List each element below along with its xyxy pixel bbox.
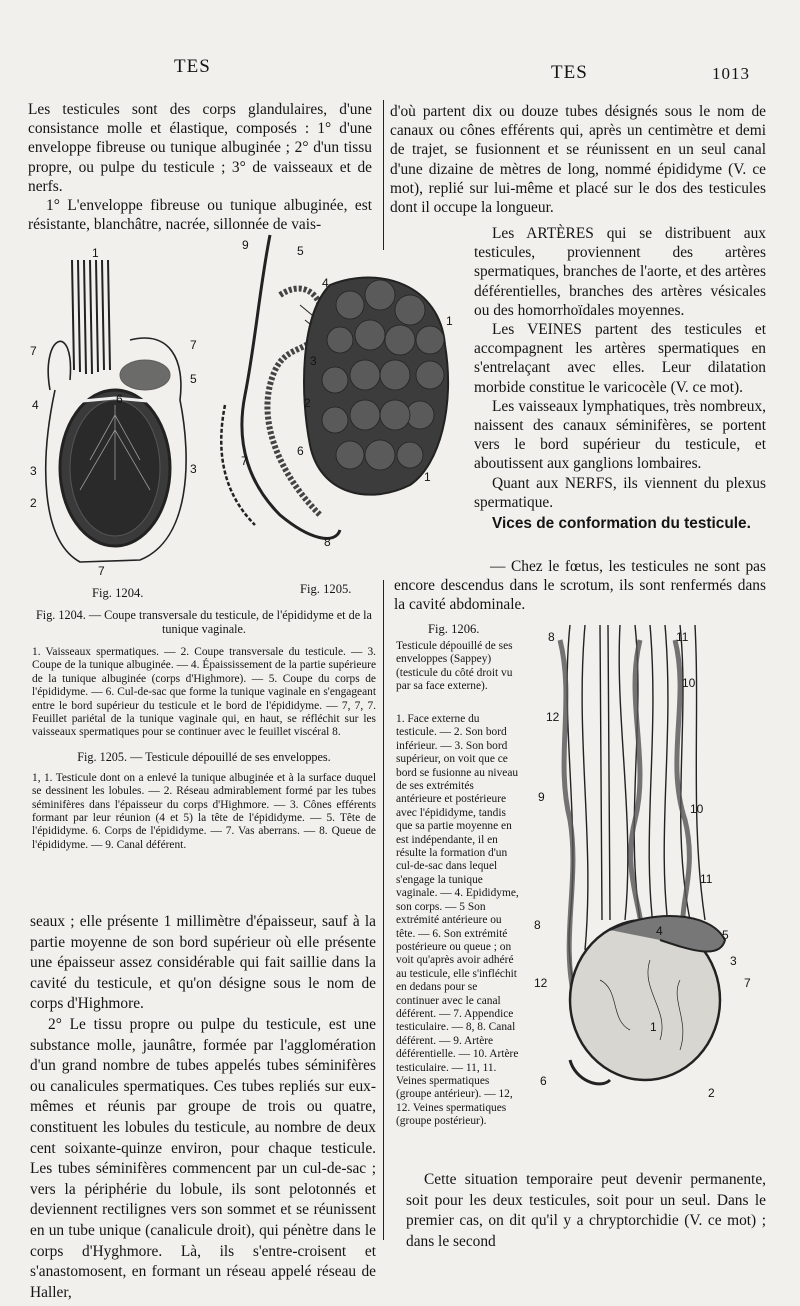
fig-1205-legend: 1, 1. Testicule dont on a enlevé la tunique albuginée et à la surface duquel se dessinent les lobules. — 2. Réseau admirablement formé par les tubes séminifères dans l'épaisseur du corps d'Highmore. — 3. Cônes efférents formant par leur réunion (4 et 5) la tête de l'épididyme. — 5. Tête de l'épididyme. 6. Corps de l'épididyme. — 7. Vas aberrans. — 8. Queue de l'épididyme. — 9. Canal déférent. <box>32 771 376 851</box>
fig-label: 3 <box>730 954 737 968</box>
fig-label: 1 <box>446 314 453 328</box>
fig-label: 11 <box>676 630 689 644</box>
running-head-center: TES <box>551 62 588 83</box>
fig-label: 9 <box>242 238 249 252</box>
fig-label: 11 <box>700 872 713 886</box>
paragraph: 1° L'enveloppe fibreuse ou tunique albuginée, est résistante, blanchâtre, nacrée, sillonnée de vais- <box>28 197 372 234</box>
fig-label: 8 <box>548 630 555 644</box>
paragraph: d'où partent dix ou douze tubes désignés sous le nom de canaux ou cônes efférents qui, après un centimètre et demi de trajet, se fusionnent et se réunissent en un seul canal d'une dizaine de mètres de long, nommé épididyme (V. ce mot), replié sur lui-même et placé sur le dos des testicules dont il occupe la longueur. <box>390 103 766 217</box>
right-top <box>390 102 766 217</box>
fig-1206-caption: Testicule dépouillé de ses enveloppes (Sappey) (testicule du côté droit vu par sa face externe). <box>396 640 513 693</box>
fig-1205-label: Fig. 1205. <box>300 582 352 596</box>
fig-label: 10 <box>690 802 704 816</box>
fig-label: 8 <box>324 535 331 549</box>
fig-label: 3 <box>190 462 197 476</box>
paragraph: Les vaisseaux lymphatiques, très nombreux, naissent des canaux séminifères, se portent vers le bord supérieur du testicule, et aboutissent aux ganglions lombaires. <box>474 397 766 473</box>
fig-label: 2 <box>708 1086 715 1100</box>
fig-1205-title: Fig. 1205. — Testicule dépouillé de ses enveloppes. <box>77 749 331 764</box>
paragraph: Cette situation temporaire peut devenir permanente, soit pour les deux testicules, soit pour un seul. Dans le premier cas, on dit qu'il y a chryptorchidie (V. ce mot) ; dans le second <box>406 1171 766 1250</box>
fig-label: 7 <box>190 338 197 352</box>
section-heading: Vices de conformation du testicule. <box>492 515 751 533</box>
fig-label: 4 <box>32 398 39 412</box>
fig-1206-legend-block <box>396 713 766 1129</box>
fig-label: 4 <box>322 276 329 290</box>
right-bottom <box>406 1170 766 1252</box>
testicle-cross-section-illustration <box>46 260 186 562</box>
column-rule <box>383 580 384 1240</box>
fig-label: 5 <box>190 372 197 386</box>
fig-1204-legend: 1. Vaisseaux spermatiques. — 2. Coupe transversale du testicule. — 3. Coupe de la tunique albuginée. — 4. Épaississement de la partie supérieure de la tunique albuginée (corps d'Highmore). — 5. Coupe du corps de l'épididyme. — 6. Cul-de-sac que forme la tunique vaginale en s'engageant entre le bord supérieur du testicule et le bord de l'épididyme. — 7, 7, 7. Feuillet pariétal de la tunique vaginale qui, en haut, se réfléchit sur les vaisseaux spermatiques pour se continuer avec le feuillet viscéral 8. <box>32 646 376 739</box>
paragraph: 2° Le tissu propre ou pulpe du testicule, est une substance molle, jaunâtre, formée par l'agglomération d'un grand nombre de tubes appelés tubes séminifères ou canalicules spermatiques. Ces tubes repliés sur eux-mêmes et réunis par groupe de trois ou quatre, constituent les lobules du testicule, au nombre de deux cent soixante-quinze environ, pour chaque testicule. Les tubes séminifères commencent par un cul-de-sac ; vers la périphérie du lobule, ils sont pelotonnés et deviennent rectilignes vers son sommet et se réunissent en un tube unique (canalicule droit), qui pénètre dans le corps d'Hyghmore. Là, ils s'entre-croisent et s'anastomosent, en formant un réseau appelé réseau de Haller, <box>30 1015 376 1301</box>
fig-label: 9 <box>538 790 545 804</box>
fig-1206-caption-block <box>396 640 518 694</box>
fig-label: 8 <box>534 918 541 932</box>
testicle-without-envelopes-illustration <box>221 235 448 538</box>
paragraph: Les testicules sont des corps glandulaires, d'une consistance molle et élastique, composés : 1° d'une enveloppe fibreuse ou tunique albuginée ; 2° d'un tissu propre, ou pulpe du testicule ; 3° de vaisseaux et de nerfs. <box>28 101 372 195</box>
page-number: 1013 <box>712 64 750 83</box>
fig-label: 6 <box>116 392 123 406</box>
fig-label: 1 <box>424 470 431 484</box>
fig-1206-legend: 1. Face externe du testicule. — 2. Son bord inférieur. — 3. Son bord supérieur, on voit que ce bord se fusionne au niveau de ses extrémités antérieure et postérieure avec l'épididyme, tandis que sa partie moyenne en est indépendante, il en résulte la formation d'un cul-de-sac dans lequel s'engage la tunique vaginale. — 4. Epididyme, son corps. — 5 Son extrémité antérieure ou tête. — 6. Son extrémité postérieure ou queue ; on voit qu'après avoir adhéré au testicule, elle s'infléchit en dedans pour se continuer avec le canal déférent. — 7. Appendice testiculaire. — 8, 8. Canal déférent. — 9. Artère déférentielle. — 10. Artère testiculaire. — 11, 11. Veines spermatiques (groupe antérieur). — 12, 12. Veines spermatiques (groupe postérieur). <box>396 713 519 1128</box>
fig-label: 7 <box>30 344 37 358</box>
fig-label: 1 <box>650 1020 657 1034</box>
paragraph: seaux ; elle présente 1 millimètre d'épaisseur, sauf à la partie moyenne de son bord supérieur où elle présente une épaisseur assez considérable qui fait saillie dans la cavité du testicule, et qu'on désigne sous le nom de corps d'Highmore. <box>30 913 376 1013</box>
fig-label: 2 <box>30 496 37 510</box>
fig-label: 7 <box>241 454 248 468</box>
right-vices <box>394 557 766 615</box>
fig-label: 10 <box>682 676 696 690</box>
figure-1205 <box>200 225 460 555</box>
right-middle <box>474 224 766 533</box>
paragraph: Les VEINES partent des testicules et accompagnent les artères spermatiques en s'entrelaçant avec elles. Leur dilatation morbide constitue le varicocèle (V. ce mot). <box>474 321 766 396</box>
fig-label: 12 <box>534 976 548 990</box>
fig-label: 6 <box>297 444 304 458</box>
fig-label: 5 <box>722 928 729 942</box>
fig-1204-label: Fig. 1204. <box>92 586 144 600</box>
figure-1204 <box>20 240 210 585</box>
fig-label: 12 <box>546 710 560 724</box>
left-intro <box>28 100 372 234</box>
fig-label: 3 <box>30 464 37 478</box>
paragraph: — Chez le fœtus, les testicules ne sont pas encore descendus dans le scrotum, ils sont renfermés dans la cavité abdominale. <box>394 558 766 614</box>
fig-label: 4 <box>656 924 663 938</box>
fig-1204-caption-block <box>32 608 376 852</box>
left-body <box>30 912 376 1303</box>
fig-label: 5 <box>297 244 304 258</box>
fig-1206-label: Fig. 1206. <box>428 622 480 636</box>
running-head-left: TES <box>174 56 211 77</box>
fig-label: 7 <box>98 564 105 578</box>
fig-label: 3 <box>310 354 317 368</box>
paragraph: Quant aux NERFS, ils viennent du plexus spermatique. <box>474 474 766 511</box>
fig-label: 6 <box>540 1074 547 1088</box>
paragraph: Les ARTÈRES qui se distribuent aux testicules, proviennent des artères spermatiques, branches de l'aorte, et des artères déférentielles, branches des artères vésicales ou des homorrhoïdales moyennes. <box>474 225 766 319</box>
fig-label: 1 <box>92 246 99 260</box>
fig-label: 2 <box>304 396 311 410</box>
fig-label: 7 <box>744 976 751 990</box>
fig-1204-title: Fig. 1204. — Coupe transversale du testicule, de l'épididyme et de la tunique vaginale. <box>36 608 372 636</box>
